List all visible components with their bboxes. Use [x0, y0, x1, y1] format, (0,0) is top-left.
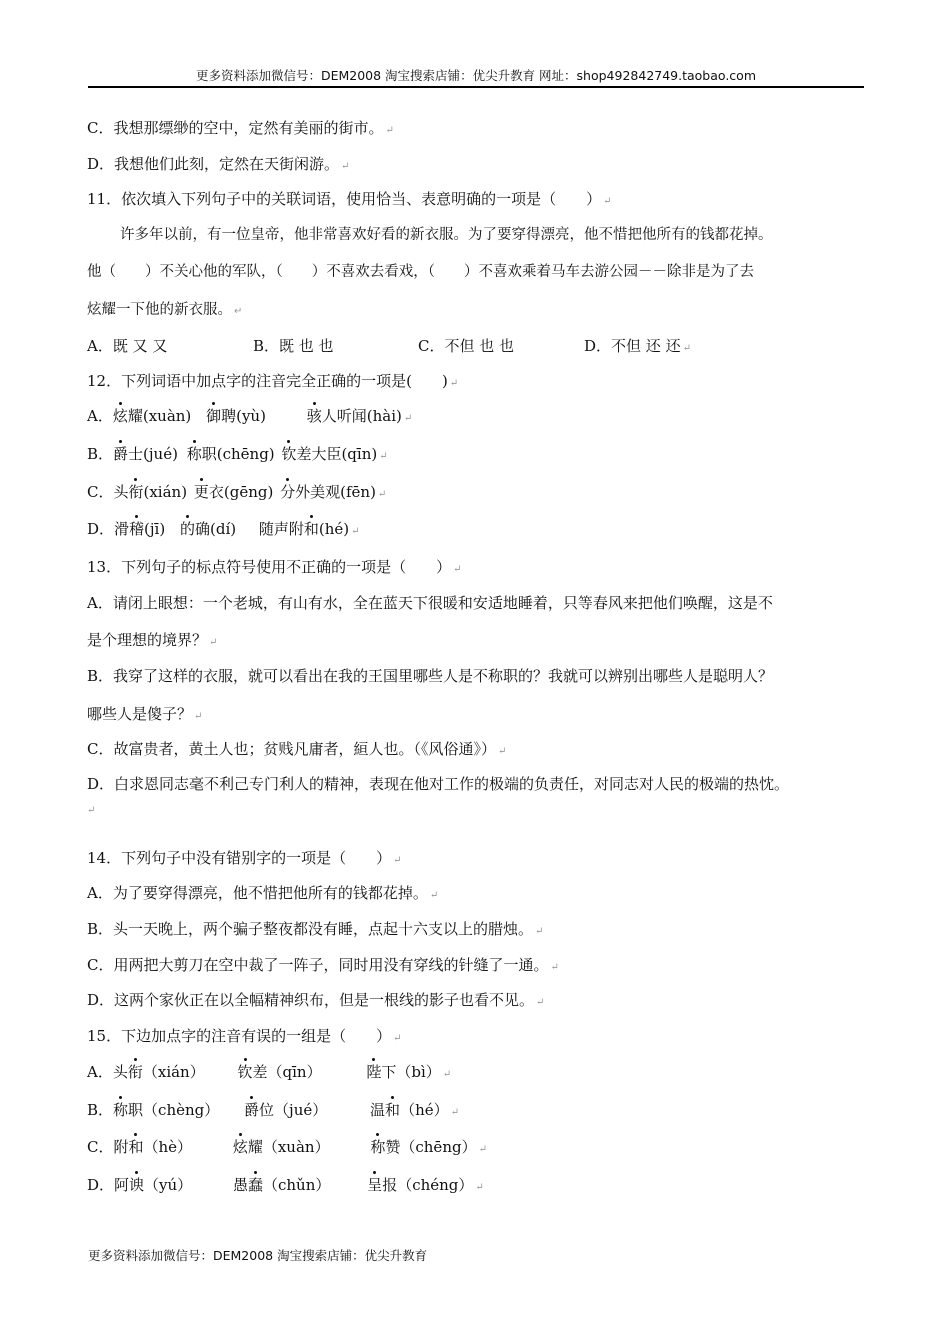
q11-passage-line-3: 炫耀一下他的新衣服。 ↵ — [87, 302, 243, 318]
q11-option-a: A．既 又 又 — [87, 337, 168, 355]
q13-option-a-line-2: 是个理想的境界？ ↵ — [87, 631, 218, 649]
q15-option-b: B．称职（chèng） 爵位（jué） 温和（hé） ↵ — [87, 1101, 459, 1119]
q15-stem: 15．下边加点字的注音有误的一组是（ ） ↵ — [87, 1027, 402, 1045]
q11-options: A．既 又 又 B．既 也 也 C．不但 也 也 D．不但 还 还 ↵ — [87, 337, 691, 355]
q14-option-a: A．为了要穿得漂亮，他不惜把他所有的钱都花掉。 ↵ — [87, 884, 439, 902]
page-header: 更多资料添加微信号：DEM2008 淘宝搜索店铺：优尖升教育 网址：shop492842749.taobao.com — [88, 66, 864, 88]
q13-stem: 13．下列句子的标点符号使用不正确的一项是（ ） ↵ — [87, 558, 462, 576]
q13-option-a-line-1: A．请闭上眼想：一个老城，有山有水，全在蓝天下很暖和安适地睡着，只等春风来把他们唤醒，这是不 — [87, 594, 773, 612]
q13-option-b-line-2: 哪些人是傻子？ ↵ — [87, 705, 203, 723]
q10-option-c: C．我想那缥缈的空中，定然有美丽的街市。 ↵ — [87, 119, 394, 137]
q15-option-d: D．阿谀（yú） 愚蠢（chǔn） 呈报（chéng） ↵ — [87, 1176, 484, 1194]
paragraph-mark: ↵ — [87, 805, 96, 816]
q12-stem: 12．下列词语中加点字的注音完全正确的一项是( ) ↵ — [87, 372, 459, 390]
q15-option-a: A．头衔（xián） 钦差（qīn） 陛下（bì） ↵ — [87, 1063, 452, 1081]
q14-option-c: C．用两把大剪刀在空中裁了一阵子，同时用没有穿线的针缝了一通。 ↵ — [87, 956, 559, 974]
q15-option-c: C．附和（hè） 炫耀（xuàn） 称赞（chēng） ↵ — [87, 1138, 487, 1156]
q12-option-b: B．爵士(jué) 称职(chēng) 钦差大臣(qīn) ↵ — [87, 445, 388, 463]
q11-option-c: C．不但 也 也 — [418, 337, 515, 355]
q12-option-d: D．滑稽(jī) 的确(dí) 随声附和(hé) ↵ — [87, 520, 360, 538]
q11-option-d: D．不但 还 还 — [584, 337, 681, 355]
q13-option-d: D．白求恩同志毫不利己专门利人的精神，表现在他对工作的极端的负责任，对同志对人民的极端的热忱。 — [87, 775, 790, 793]
q11-option-b: B．既 也 也 — [253, 337, 334, 355]
q11-passage-line-1: 许多年以前，有一位皇帝，他非常喜欢好看的新衣服。为了要穿得漂亮，他不惜把他所有的钱都花掉。 — [120, 227, 773, 243]
q14-option-d: D．这两个家伙正在以全幅精神织布，但是一根线的影子也看不见。 ↵ — [87, 991, 545, 1009]
q14-option-b: B．头一天晚上，两个骗子整夜都没有睡，点起十六支以上的腊烛。 ↵ — [87, 920, 544, 938]
q13-option-c: C．故富贵者，黄土人也；贫贱凡庸者，絙人也。（《风俗通》） ↵ — [87, 740, 507, 758]
q13-option-b-line-1: B．我穿了这样的衣服，就可以看出在我的王国里哪些人是不称职的？我就可以辨别出哪些人是聪明人？ — [87, 667, 774, 685]
q12-option-a: A．炫耀(xuàn) 御聘(yù) 骇人听闻(hài) ↵ — [87, 407, 413, 425]
q11-passage-line-2: 他（ ）不关心他的军队，（ ）不喜欢去看戏，（ ）不喜欢乘着马车去游公园－－除非是为了去 — [87, 264, 754, 280]
q10-option-d: D．我想他们此刻，定然在天街闲游。 ↵ — [87, 155, 350, 173]
q14-stem: 14．下列句子中没有错别字的一项是（ ） ↵ — [87, 849, 402, 867]
q12-option-c: C．头衔(xián) 更衣(gēng) 分外美观(fēn) ↵ — [87, 483, 387, 501]
q11-stem: 11．依次填入下列句子中的关联词语，使用恰当、表意明确的一项是（ ） ↵ — [87, 190, 612, 208]
page-footer: 更多资料添加微信号：DEM2008 淘宝搜索店铺：优尖升教育 — [88, 1248, 428, 1263]
